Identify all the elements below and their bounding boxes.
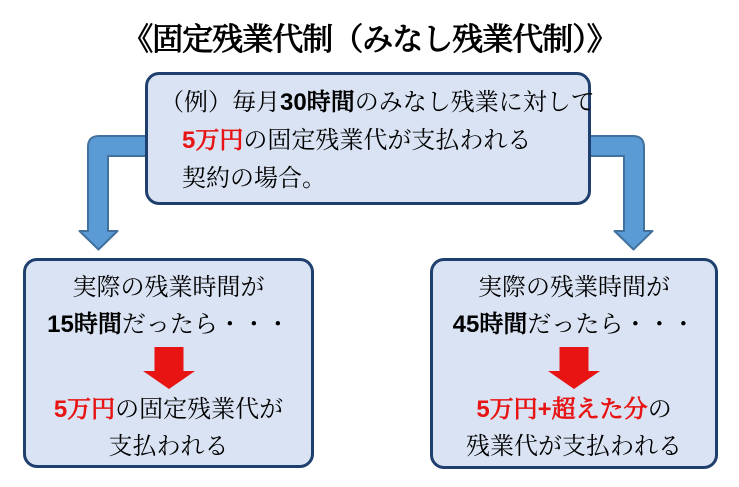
red-down-arrow-icon [143,347,195,389]
bent-down-arrow-left-icon [74,131,152,253]
case-box-45-hours [430,258,718,469]
right-condition-hours: 45時間 [452,311,528,338]
left-condition-text [47,269,290,343]
page-title: 《固定残業代制（みなし残業代制）》 [122,22,617,57]
right-result-line-2: 残業代が支払われる [466,433,682,460]
example-box [145,72,595,205]
red-down-arrow-icon [548,347,600,389]
example-line-1-pre: （例）毎月 [160,89,280,116]
right-result-text [466,391,682,465]
example-line-1-hours: 30時間 [280,89,355,116]
example-line-3: 契約の場合。 [182,165,326,192]
left-condition-hours: 15時間 [47,311,122,338]
left-result-text [54,391,283,465]
right-result-post: の [647,396,672,423]
left-result-post: の固定残業代が [115,396,284,423]
bent-down-arrow-right-icon [586,131,656,253]
left-result-line-2: 支払われる [108,433,229,460]
example-line-1-post: のみなし残業に対して [354,89,595,116]
right-result-amount: 5万円+超えた分 [476,396,648,423]
left-result-amount: 5万円 [53,396,116,423]
example-line-1 [160,84,595,122]
right-condition-post: だったら・・・ [527,311,696,338]
example-line-2 [160,122,578,160]
right-condition-text [453,269,696,343]
left-condition-line-1: 実際の残業時間が [72,274,265,301]
case-box-15-hours [23,258,314,468]
example-line-2-post: の固定残業代が支払われる [243,127,532,154]
example-line-2-amount: 5万円 [182,127,244,154]
right-condition-line-1: 実際の残業時間が [477,274,670,301]
left-condition-post: だったら・・・ [121,311,290,338]
